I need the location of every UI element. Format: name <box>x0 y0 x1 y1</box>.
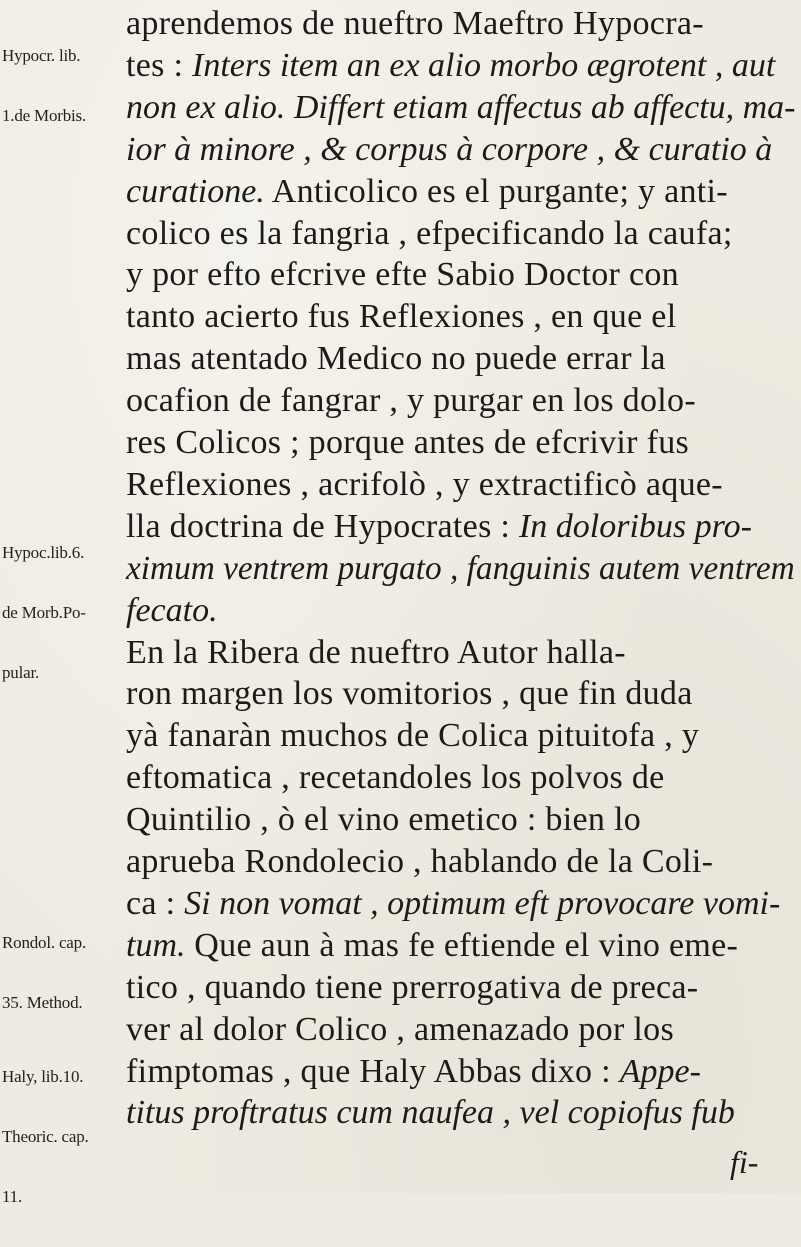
text-line <box>126 128 772 172</box>
text-run: aprueba Rondolecio , hablando de la Coli- <box>126 843 714 880</box>
text-line <box>126 882 780 926</box>
latin-quote: titus proftratus cum naufea , vel copiofus fub <box>126 1094 735 1132</box>
text-line <box>126 379 696 423</box>
text-line <box>126 631 626 675</box>
text-run: res Colicos ; porque antes de efcrivir fus <box>126 424 690 461</box>
text-line <box>126 1091 735 1135</box>
text-run: fimptomas , que Haly Abbas dixo : <box>126 1052 620 1090</box>
latin-quote: fecato. <box>126 591 218 629</box>
text-run: Que aun à mas fe eftiende el vino eme- <box>185 926 739 964</box>
text-line <box>126 589 218 633</box>
latin-quote: curatione. <box>126 172 265 210</box>
text-run: yà fanaràn muchos de Colica pituitofa , y <box>126 717 700 755</box>
text-line <box>126 337 666 381</box>
text-line <box>126 86 795 130</box>
text-line <box>126 798 641 842</box>
text-line <box>126 966 698 1010</box>
text-run: y por efto efcrive efte Sabio Doctor con <box>126 256 679 294</box>
latin-quote: tum. <box>126 926 186 964</box>
text-run: lla doctrina de Hypocrates : <box>126 507 519 545</box>
text-run: tico , quando tiene prerrogativa de preca- <box>126 968 699 1006</box>
margin-note-line: Rondol. cap. <box>2 933 87 952</box>
text-line <box>126 924 738 968</box>
text-line <box>126 2 704 46</box>
text-line <box>126 1008 674 1052</box>
text-run: eftomatica , recetandoles los polvos de <box>126 759 665 797</box>
text-line <box>126 840 713 884</box>
text-run: colico es la fangria , efpecificando la caufa; <box>126 214 733 252</box>
margin-note-hypoc-popular <box>2 503 120 723</box>
text-run: ver al dolor Colico , amenazado por los <box>126 1010 674 1048</box>
margin-note-line: 35. Method. <box>2 993 83 1012</box>
text-line <box>126 714 699 758</box>
latin-quote: non ex alio. Differt etiam affectus ab affectu, ma- <box>126 88 796 126</box>
margin-note-hypocr <box>2 6 120 166</box>
text-run: En la Ribera de nueftro Autor halla- <box>126 633 626 671</box>
margin-note-line: 11. <box>2 1187 23 1206</box>
text-run: aprendemos de nueftro Maeftro Hypocra- <box>126 5 704 42</box>
text-line <box>126 253 679 297</box>
text-run: Quintilio , ò el vino emetico : bien lo <box>126 801 642 839</box>
text-run: ca : <box>126 884 185 922</box>
text-line <box>126 1050 701 1094</box>
text-run: Anticolico es el purgante; y anti- <box>264 172 728 210</box>
latin-quote: Si non vomat , optimum eft provocare vomi- <box>184 884 781 922</box>
margin-note-line: pular. <box>2 663 40 682</box>
text-run: Reflexiones , acrifolò , y extractificò aque- <box>126 465 723 503</box>
text-line <box>126 756 665 800</box>
latin-quote: In doloribus pro- <box>518 507 752 545</box>
margin-note-line: de Morb.Po- <box>2 603 86 622</box>
margin-note-line: Theoric. cap. <box>2 1127 89 1146</box>
text-line <box>126 547 795 591</box>
margin-note-line: Hypoc.lib.6. <box>2 543 85 562</box>
latin-quote: Inters item an ex alio morbo ægrotent , aut <box>192 46 776 84</box>
text-line <box>126 295 676 339</box>
text-line <box>126 463 723 507</box>
catchword: fi- <box>730 1144 759 1180</box>
text-line <box>126 170 728 214</box>
latin-quote: ximum ventrem purgato , fanguinis autem ventrem <box>126 549 795 587</box>
text-run: mas atentado Medico no puede errar la <box>126 340 666 378</box>
text-run: ocafion de fangrar , y purgar en los dolo- <box>126 382 696 420</box>
margin-note-line: 1.de Morbis. <box>2 106 87 125</box>
text-line <box>126 44 775 88</box>
text-run: ron margen los vomitorios , que fin duda <box>126 675 693 713</box>
text-line <box>126 212 733 256</box>
latin-quote: Appe- <box>619 1052 701 1090</box>
margin-note-line: Hypocr. lib. <box>2 46 81 65</box>
text-run: tes : <box>126 46 193 84</box>
margin-note-haly <box>2 1027 120 1247</box>
latin-quote: ior à minore , & corpus à corpore , & curatio à <box>126 130 773 168</box>
text-line <box>126 505 752 549</box>
margin-note-line: Haly, lib.10. <box>2 1067 84 1086</box>
text-line <box>126 672 693 716</box>
text-run: tanto acierto fus Reflexiones , en que el <box>126 298 677 336</box>
text-line <box>126 421 689 465</box>
